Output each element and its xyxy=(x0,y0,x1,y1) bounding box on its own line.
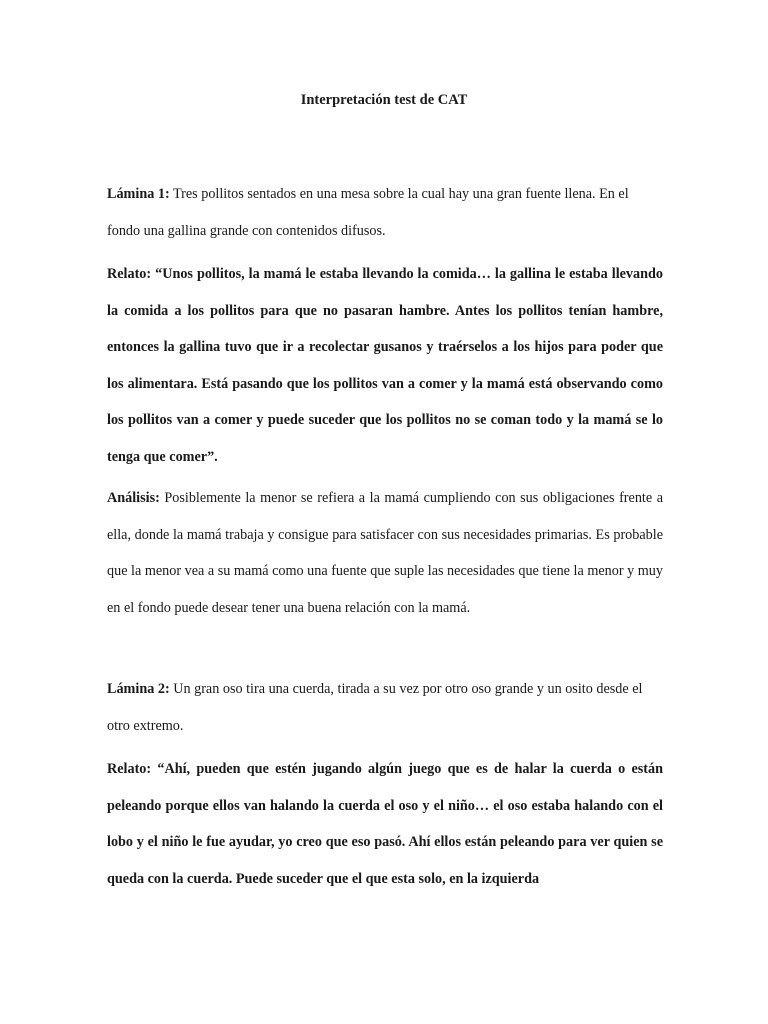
lamina-1-label: Lámina 1: xyxy=(107,186,170,202)
lamina-2-label: Lámina 2: xyxy=(107,681,170,697)
analisis-1-paragraph xyxy=(107,480,663,626)
lamina-2-paragraph xyxy=(107,671,663,744)
relato-2-paragraph: Relato: “Ahí, pueden que estén jugando algún juego que es de halar la cuerda o están peleando porque ellos van halando la cuerda el oso y el niño… el oso estaba halando con el lobo y el niño le fue ayudar, yo creo que eso pasó. Ahí ellos están peleando para ver quien se queda con la cuerda. Puede suceder que el que esta solo, en la izquierda xyxy=(107,761,663,887)
analisis-1-label: Análisis: xyxy=(107,490,160,506)
lamina-1-text: Tres pollitos sentados en una mesa sobre la cual hay una gran fuente llena. En el fondo una gallina grande con contenidos difusos. xyxy=(107,186,629,239)
lamina-2-text: Un gran oso tira una cuerda, tirada a su vez por otro oso grande y un osito desde el otro extremo. xyxy=(107,681,643,734)
analisis-1-text: Posiblemente la menor se refiera a la mamá cumpliendo con sus obligaciones frente a ella, donde la mamá trabaja y consigue para satisfacer con sus necesidades primarias. Es probable que la menor vea a su mamá como una fuente que suple las necesidades que tiene la menor y muy en el fondo puede desear tener una buena relación con la mamá. xyxy=(107,490,663,616)
lamina-1-paragraph xyxy=(107,176,663,249)
relato-1-paragraph: Relato: “Unos pollitos, la mamá le estaba llevando la comida… la gallina le estaba llevando la comida a los pollitos para que no pasaran hambre. Antes los pollitos tenían hambre, entonces la gallina tuvo que ir a recolectar gusanos y traérselos a los hijos para poder que los alimentara. Está pasando que los pollitos van a comer y la mamá está observando como los pollitos van a comer y puede suceder que los pollitos no se coman todo y la mamá se lo tenga que comer”. xyxy=(107,266,663,465)
document-title: Interpretación test de CAT xyxy=(300,92,468,108)
